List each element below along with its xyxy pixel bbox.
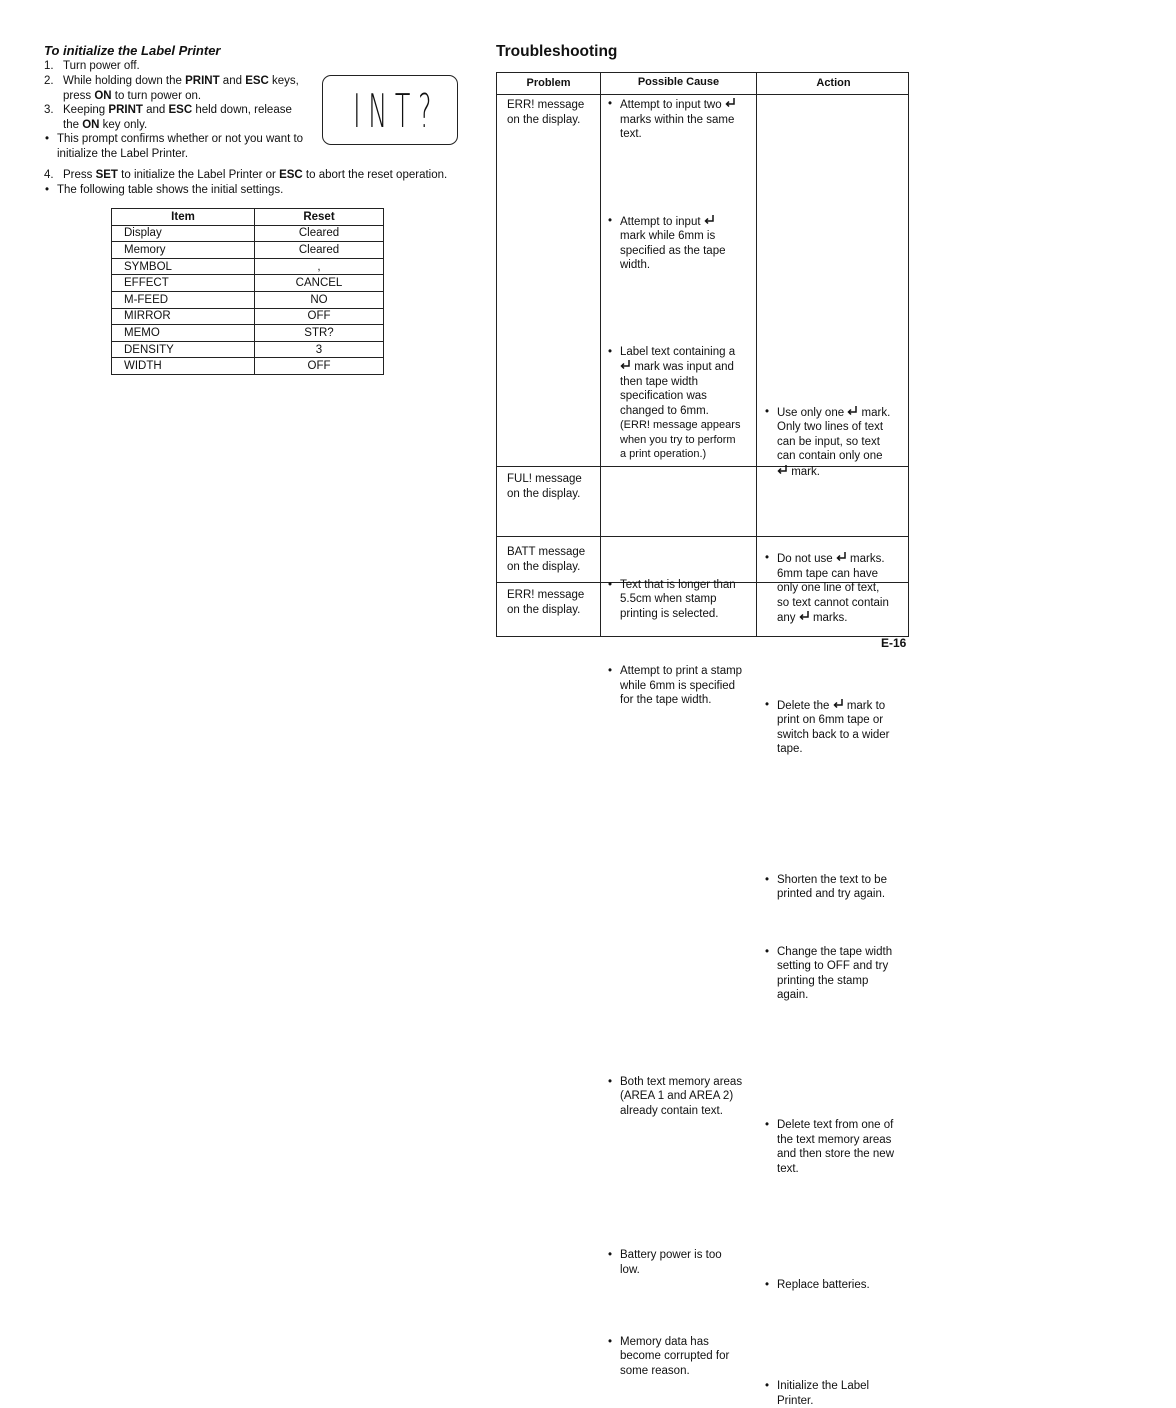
row2-cause: • Both text memory areas (AREA 1 and AREA 2) already contain text. (608, 1075, 743, 1117)
setting-reset-value: OFF (255, 358, 384, 375)
row1-cause-1: • Attempt to input two marks within the same text. (608, 98, 735, 140)
return-mark-icon (704, 214, 715, 226)
settings-header-item: Item (112, 209, 255, 226)
init-step-3: 3. Keeping PRINT and ESC held down, release the ON key only. (44, 104, 292, 131)
header-action: Action (816, 77, 851, 89)
return-mark-icon (833, 698, 844, 710)
row3-problem: BATT message on the display. (507, 546, 586, 573)
setting-reset-value: Cleared (255, 242, 384, 259)
setting-item: DENSITY (112, 341, 255, 358)
table-row (112, 258, 384, 275)
row3-action: • Replace batteries. (765, 1279, 870, 1291)
setting-reset-value: STR? (255, 325, 384, 342)
init-bullet-confirm: • This prompt confirms whether or not you want to initialize the Label Printer. (45, 133, 304, 160)
setting-reset-value: 3 (255, 341, 384, 358)
initial-settings-table (111, 208, 384, 375)
row1-cause-3: • Label text containing a mark was input and then tape width specification was changed to 6mm. (ERR! message appears when you try to perform a print operation.) (608, 345, 741, 460)
row1-problem: ERR! message on the display. (507, 99, 585, 126)
row1-cause-5: • Attempt to print a stamp while 6mm is specified for the tape width. (608, 665, 743, 706)
return-mark-icon (620, 359, 631, 371)
table-row (112, 225, 384, 242)
setting-reset-value: Cleared (255, 225, 384, 242)
setting-item: WIDTH (112, 358, 255, 375)
table-row (112, 358, 384, 375)
setting-item: Memory (112, 242, 255, 259)
return-mark-icon (777, 464, 788, 476)
setting-reset-value: CANCEL (255, 275, 384, 292)
page-number: E-16 (881, 636, 907, 650)
setting-item: MIRROR (112, 308, 255, 325)
row1-action-2: • Do not use marks. 6mm tape can have only one line of text, so text cannot contain any marks. (765, 552, 889, 624)
setting-item: M-FEED (112, 291, 255, 308)
row1-action-5: • Change the tape width setting to OFF and try printing the stamp again. (765, 945, 893, 1001)
setting-reset-value: , (255, 258, 384, 275)
row3-cause: • Battery power is too low. (608, 1249, 722, 1276)
return-mark-icon (847, 405, 858, 417)
row4-problem: ERR! message on the display. (507, 589, 585, 616)
settings-header-row (112, 209, 384, 226)
init-step-4: 4. Press SET to initialize the Label Printer or ESC to abort the reset operation. (44, 169, 448, 181)
table-row (112, 275, 384, 292)
row1-action-1: • Use only one mark. Only two lines of text can be input, so text can contain only one mark. (765, 405, 891, 478)
table-row (112, 242, 384, 259)
setting-reset-value: NO (255, 291, 384, 308)
table-row (112, 291, 384, 308)
return-mark-icon (799, 610, 810, 622)
row4-cause: • Memory data has become corrupted for some reason. (608, 1335, 730, 1377)
row1-action-4: • Shorten the text to be printed and try again. (765, 873, 887, 900)
init-section-title: To initialize the Label Printer (44, 43, 221, 58)
setting-item: EFFECT (112, 275, 255, 292)
return-mark-icon (836, 551, 847, 563)
table-row (112, 325, 384, 342)
init-step-1: 1. Turn power off. (44, 60, 140, 72)
row1-cause-4: • Text that is longer than 5.5cm when stamp printing is selected. (608, 578, 736, 620)
init-bullet-table-note: • The following table shows the initial settings. (45, 184, 284, 196)
setting-reset-value: OFF (255, 308, 384, 325)
row2-problem: FUL! message on the display. (507, 473, 582, 500)
row1-action-3: • Delete the mark to print on 6mm tape or switch back to a wider tape. (765, 698, 890, 755)
setting-item: SYMBOL (112, 258, 255, 275)
lcd-display-text: INT? (353, 84, 440, 138)
settings-header-reset: Reset (255, 209, 384, 226)
row4-action: • Initialize the Label Printer. (765, 1380, 870, 1407)
setting-item: Display (112, 225, 255, 242)
init-step-2: 2. While holding down the PRINT and ESC keys, press ON to turn power on. (44, 75, 299, 102)
lcd-display (322, 75, 458, 145)
troubleshooting-title: Troubleshooting (496, 43, 618, 60)
table-row (112, 308, 384, 325)
return-mark-icon (725, 97, 736, 109)
header-possible-cause: Possible Cause (637, 76, 720, 88)
table-row (112, 341, 384, 358)
header-problem: Problem (526, 77, 571, 89)
row2-action: • Delete text from one of the text memory areas and then store the new text. (765, 1119, 894, 1175)
row1-cause-2: • Attempt to input mark while 6mm is specified as the tape width. (608, 214, 726, 271)
setting-item: MEMO (112, 325, 255, 342)
